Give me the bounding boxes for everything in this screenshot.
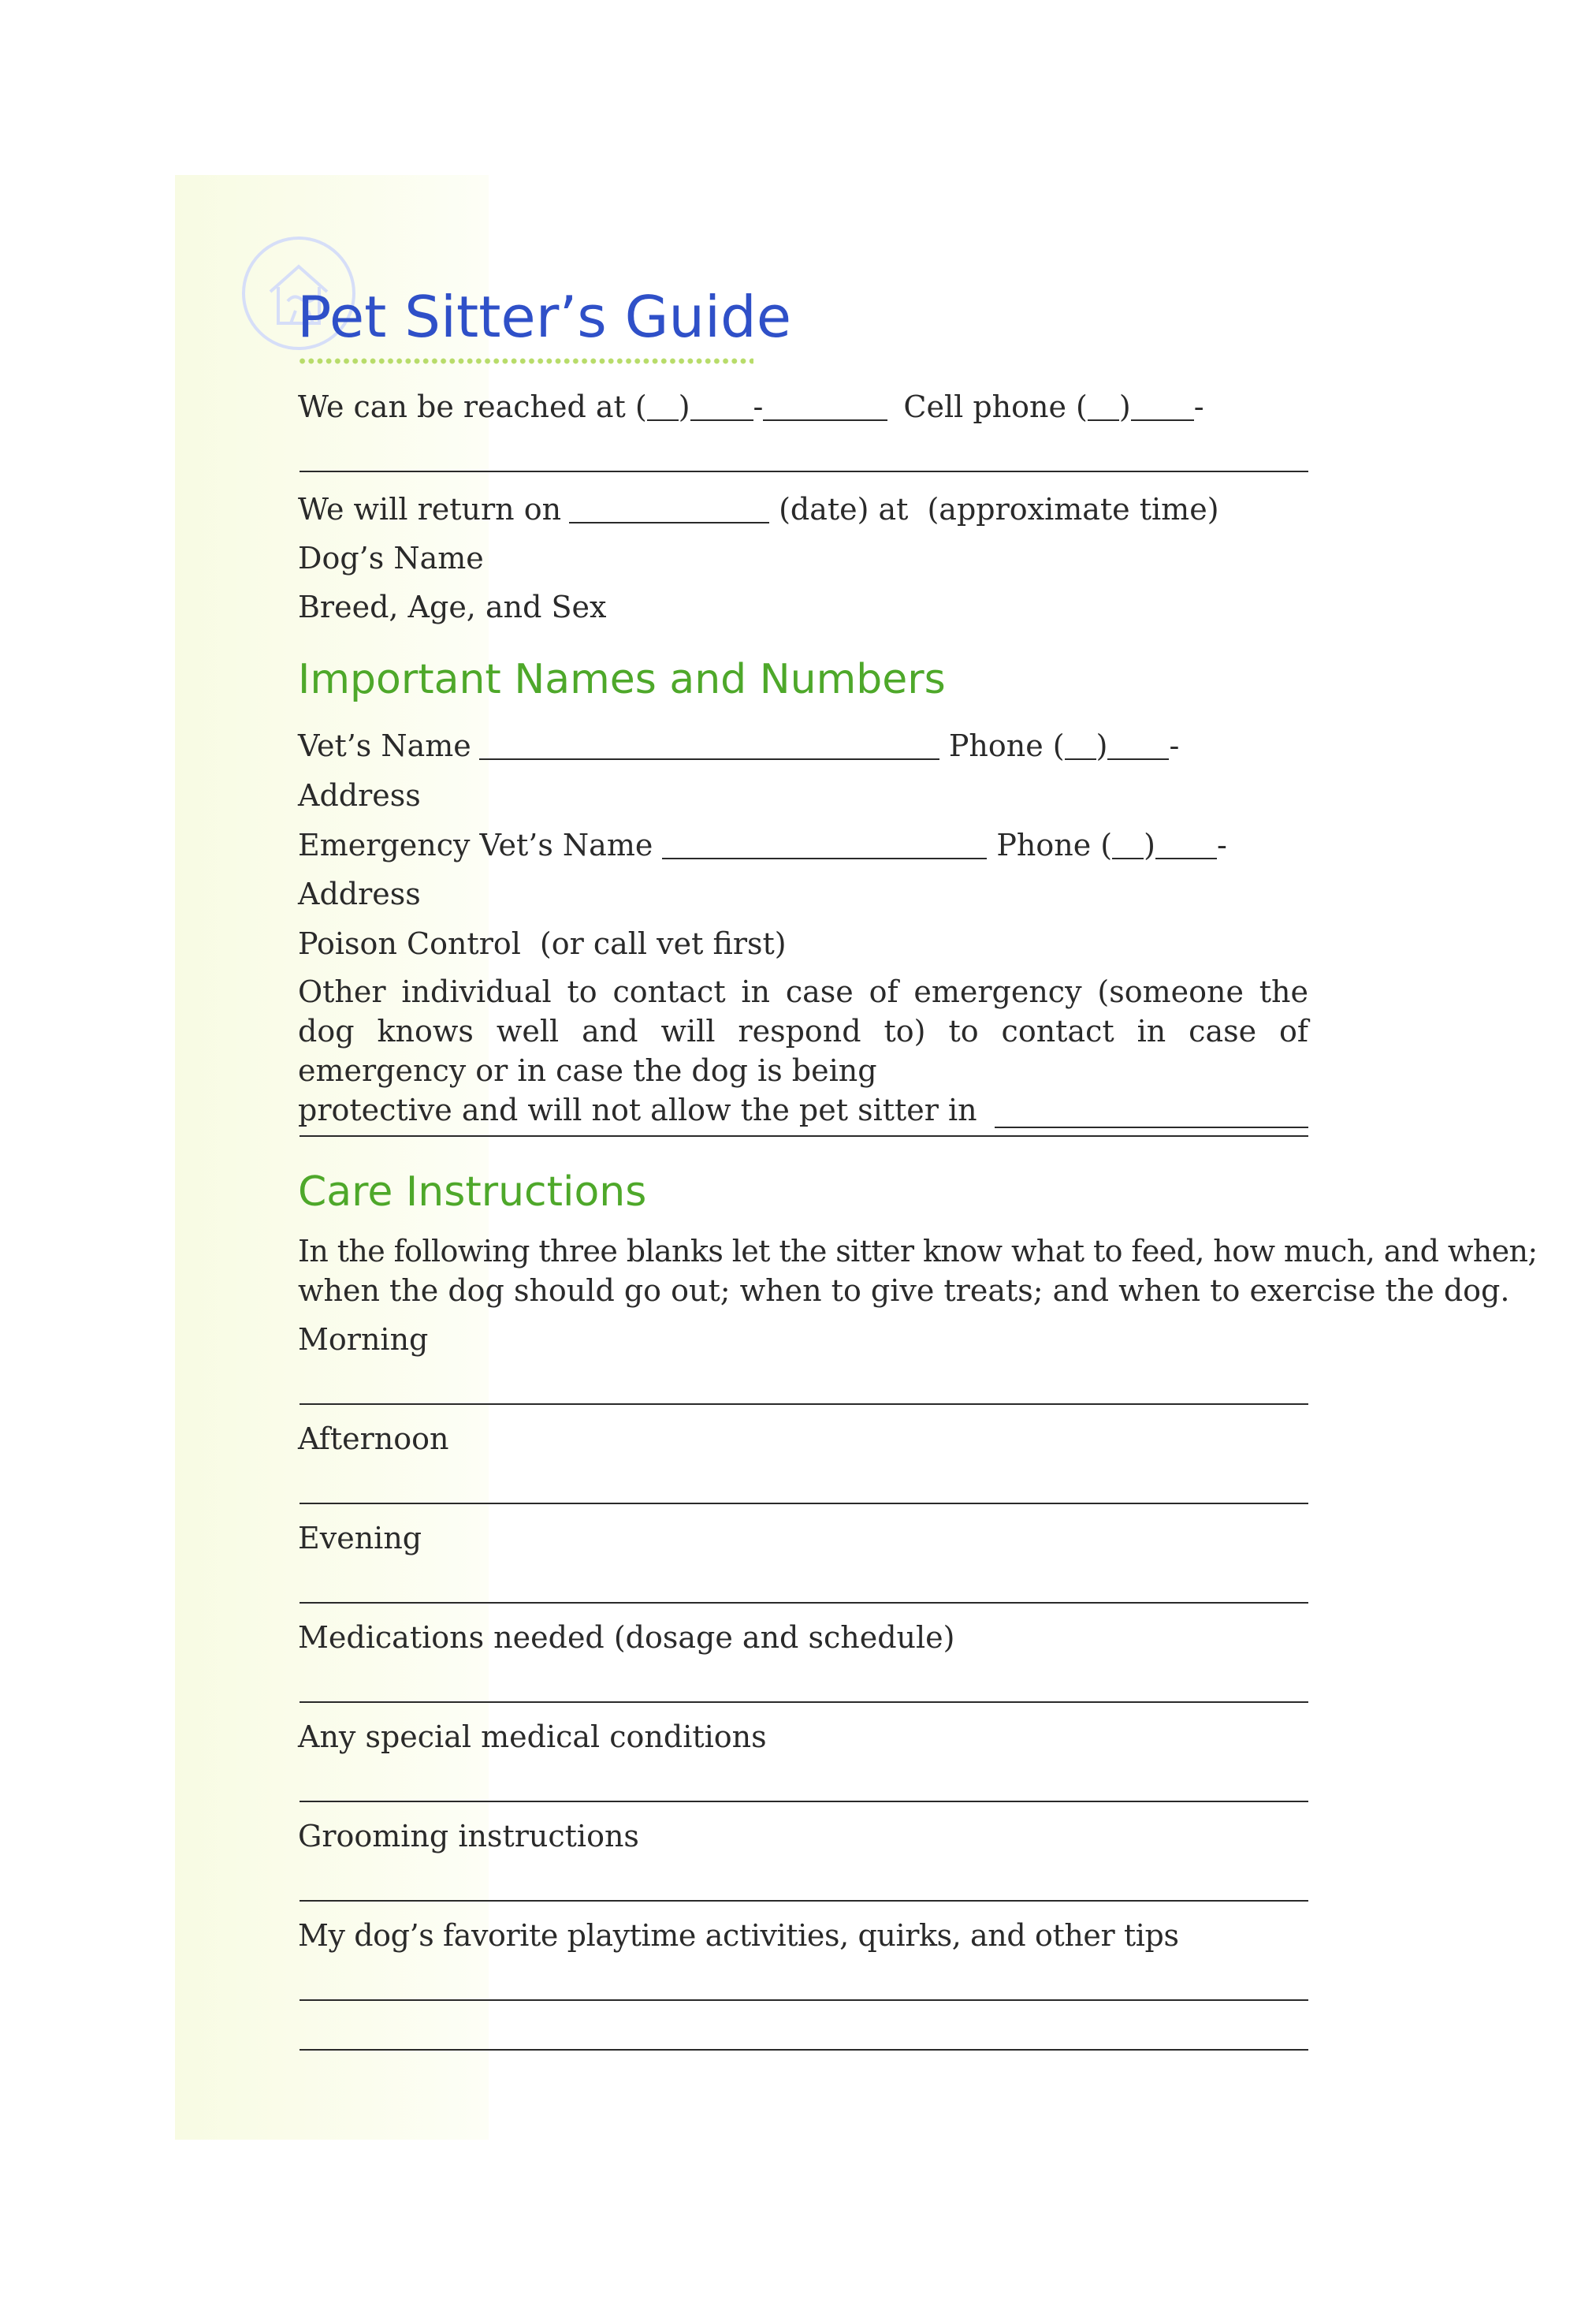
- vet-phone-dash: -: [1169, 728, 1180, 763]
- conditions-line: [298, 1721, 1308, 1753]
- breed-label: Breed, Age, and Sex: [298, 590, 607, 624]
- emergency-phone-paren: ): [1144, 828, 1155, 862]
- address-line-2: [298, 878, 1308, 910]
- date-label: (date) at: [779, 492, 909, 527]
- morning-label: Morning: [298, 1322, 429, 1357]
- favorites-label: My dog’s favorite playtime activities, quirks, and other tips: [298, 1918, 1179, 1953]
- other-contact-last-text: protective and will not allow the pet sitter in: [298, 1093, 977, 1127]
- contact-extra-line[interactable]: [299, 471, 1308, 472]
- care-intro-line-2: when the dog should go out; when to give treats; and when to exercise the dog.: [298, 1273, 1510, 1308]
- emergency-vet-line: [298, 829, 1308, 861]
- other-contact-paragraph: [298, 972, 1308, 1130]
- vet-label: Vet’s Name: [298, 728, 471, 763]
- favorites-extra-line-1[interactable]: [299, 1999, 1308, 2001]
- emergency-area-code-field[interactable]: [1112, 833, 1144, 859]
- medications-line: [298, 1622, 1308, 1653]
- reach-dash: -: [753, 389, 764, 424]
- address-label-1: Address: [298, 778, 421, 813]
- vet-prefix-field[interactable]: [1107, 733, 1169, 760]
- conditions-label: Any special medical conditions: [298, 1719, 767, 1754]
- care-intro: [298, 1231, 1538, 1310]
- page-title: Pet Sitter’s Guide: [297, 284, 792, 350]
- cell-prefix-field[interactable]: [1131, 394, 1194, 421]
- conditions-extra-line[interactable]: [299, 1801, 1308, 1802]
- breed-line: [298, 591, 1308, 623]
- care-heading: Care Instructions: [298, 1168, 647, 1216]
- dog-name-label: Dog’s Name: [298, 541, 484, 576]
- grooming-extra-line[interactable]: [299, 1900, 1308, 1902]
- afternoon-extra-line[interactable]: [299, 1503, 1308, 1504]
- address-line-1: [298, 780, 1308, 811]
- care-intro-line-1: In the following three blanks let the sitter know what to feed, how much, and when;: [298, 1234, 1538, 1268]
- grooming-line: [298, 1820, 1308, 1852]
- return-date-field[interactable]: [569, 497, 769, 523]
- return-line: [298, 494, 1308, 525]
- medications-extra-line[interactable]: [299, 1701, 1308, 1703]
- vet-phone-label: Phone (: [948, 728, 1065, 763]
- emergency-vet-name-field[interactable]: [662, 833, 987, 859]
- other-contact-last-line: [298, 1090, 1308, 1130]
- vet-name-field[interactable]: [479, 733, 939, 760]
- morning-extra-line[interactable]: [299, 1403, 1308, 1405]
- cell-area-code-field[interactable]: [1088, 394, 1119, 421]
- grooming-label: Grooming instructions: [298, 1819, 639, 1853]
- dog-name-line: [298, 542, 1308, 574]
- reach-paren: ): [678, 389, 690, 424]
- other-contact-extra-line[interactable]: [299, 1135, 1308, 1137]
- title-dotted-underline: [298, 357, 753, 365]
- reach-area-code-field[interactable]: [647, 394, 679, 421]
- cell-paren: ): [1118, 389, 1131, 424]
- contact-line: [298, 391, 1308, 423]
- medications-label: Medications needed (dosage and schedule): [298, 1620, 955, 1655]
- poison-control-line: [298, 928, 1308, 959]
- vet-line: [298, 730, 1308, 762]
- reach-number-field[interactable]: [763, 394, 887, 421]
- poison-note: (or call vet first): [539, 926, 787, 961]
- poison-label: Poison Control: [298, 926, 521, 961]
- afternoon-line: [298, 1423, 1308, 1455]
- morning-line: [298, 1324, 1308, 1355]
- favorites-line: [298, 1920, 1308, 1951]
- afternoon-label: Afternoon: [298, 1421, 449, 1456]
- reach-label: We can be reached at (: [298, 389, 647, 424]
- emergency-phone-label: Phone (: [996, 828, 1113, 862]
- other-contact-field[interactable]: [995, 1101, 1308, 1128]
- address-label-2: Address: [298, 877, 421, 911]
- time-label: (approximate time): [927, 492, 1219, 527]
- cell-dash: -: [1193, 389, 1204, 424]
- reach-prefix-field[interactable]: [690, 394, 753, 421]
- emergency-prefix-field[interactable]: [1155, 833, 1217, 859]
- return-label: We will return on: [298, 492, 562, 527]
- evening-label: Evening: [298, 1521, 422, 1555]
- emergency-vet-label: Emergency Vet’s Name: [298, 828, 653, 862]
- vet-phone-paren: ): [1096, 728, 1108, 763]
- favorites-extra-line-2[interactable]: [299, 2049, 1308, 2051]
- cell-label: Cell phone (: [903, 389, 1088, 424]
- important-heading: Important Names and Numbers: [298, 656, 946, 703]
- other-contact-text: Other individual to contact in case of emergency (someone the dog knows well and will respond to) to contact in case of emergency or in case the dog is being: [298, 974, 1308, 1088]
- vet-area-code-field[interactable]: [1065, 733, 1096, 760]
- evening-line: [298, 1522, 1308, 1554]
- emergency-phone-dash: -: [1216, 828, 1227, 862]
- evening-extra-line[interactable]: [299, 1602, 1308, 1604]
